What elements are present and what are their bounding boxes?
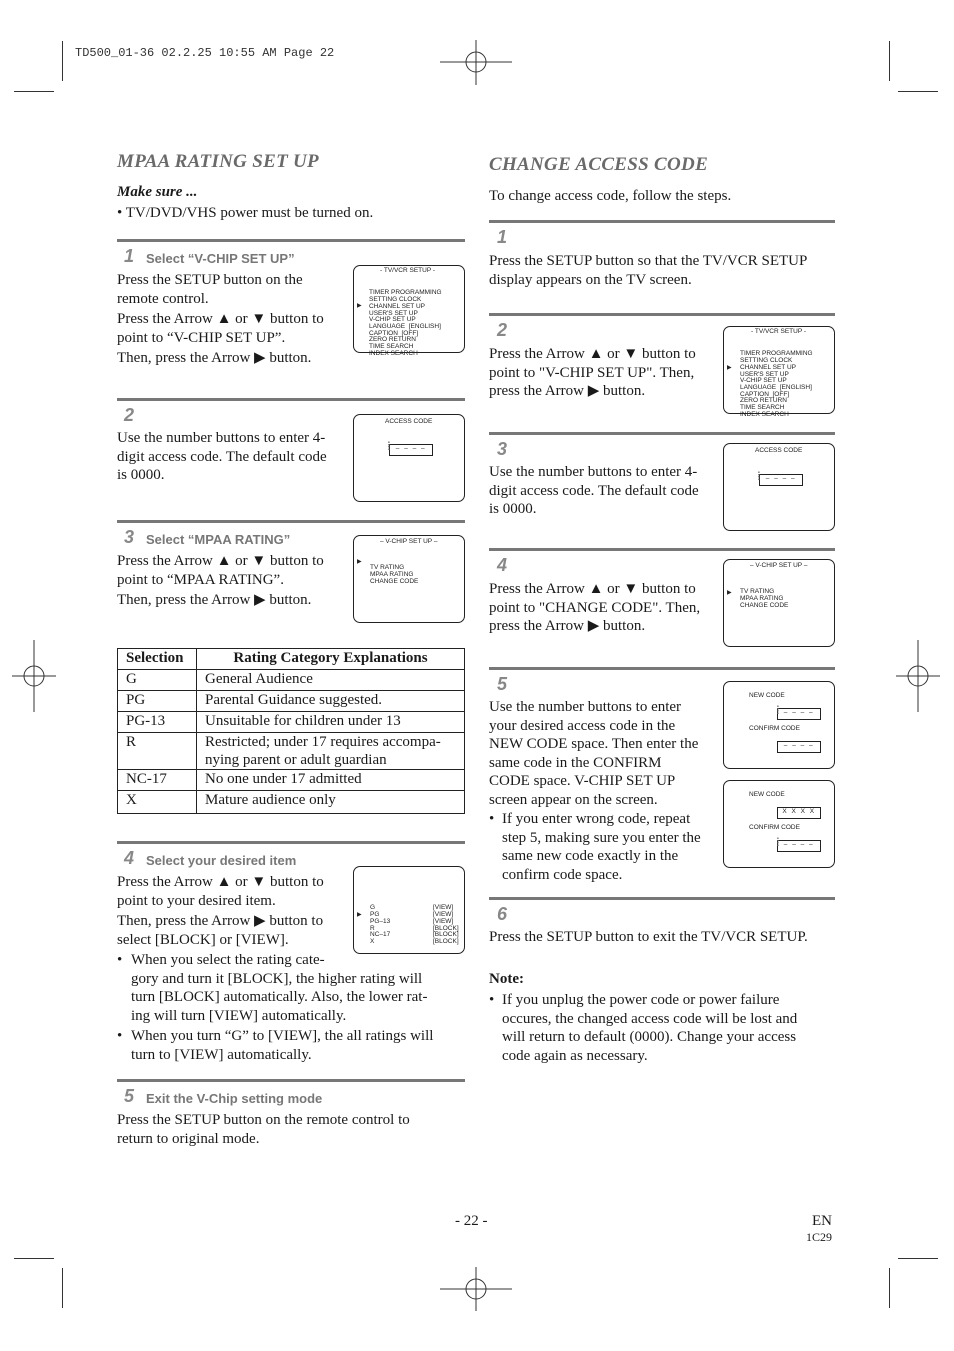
tv-screen-vchip-menu: – V-CHIP SET UP – TV RATING MPAA RATING CHANGE CODE ▶ — [353, 535, 465, 623]
language-code: EN — [812, 1213, 832, 1229]
table-row: PG-13 Unsuitable for children under 13 — [118, 712, 465, 733]
table-header-row: Selection Rating Category Explanations — [118, 649, 465, 670]
cursor-sparkle-icon: ⁞ — [776, 835, 780, 849]
mpaa-title: MPAA RATING SET UP — [117, 151, 319, 172]
make-sure-item: • TV/DVD/VHS power must be turned on. — [117, 205, 374, 221]
step-divider — [117, 1079, 465, 1082]
step-number: 1 — [124, 246, 135, 266]
table-row: R Restricted; under 17 requires accompa- nying parent or adult guardian — [118, 733, 465, 770]
document-code: 1C29 — [806, 1230, 833, 1244]
cursor-sparkle-icon: ⁞ — [387, 439, 391, 453]
tv-screen-rating-list: G PG PG–13 R NC–17 X [VIEW] [VIEW] [VIEW] [BLOCK] [BLOCK] [BLOCK] ▶ — [353, 866, 465, 954]
step-divider — [117, 239, 465, 242]
step-text: Press the SETUP button on the remote control. Press the Arrow ▲ or ▼ button to point to “V-CHIP SET UP”. Then, press the Arrow ▶ button. — [117, 272, 324, 366]
step-text: Press the SETUP button so that the TV/VCR SETUP display appears on the TV screen. — [489, 253, 808, 288]
table-row: NC-17 No one under 17 admitted — [118, 770, 465, 791]
tv-screen-setup-menu: - TV/VCR SETUP - TIMER PROGRAMMING SETTING CLOCK CHANNEL SET UP USER'S SET UP V-CHIP SET UP LANGUAGE [ENGLISH] CAPTION [OFF] ZERO RETURN TIME SEARCH INDEX SEARCH ▶ — [353, 265, 465, 353]
step-number: 5 — [124, 1086, 135, 1106]
step-number: 6 — [497, 904, 508, 924]
cursor-sparkle-icon: ⁞ — [776, 703, 780, 717]
note-title: Note: — [489, 971, 524, 987]
step-divider — [489, 897, 835, 900]
pointer-icon: ▶ — [357, 559, 362, 565]
step-number: 2 — [497, 320, 508, 340]
cursor-sparkle-icon: ⁞ — [757, 469, 761, 483]
step-text: Use the number buttons to enter your desired access code in the NEW CODE space. Then enter the same code in the CONFIRM CODE space. V-CHIP SET UP screen appear on the screen. — [489, 699, 699, 808]
tv-screen-new-code-filled: NEW CODE X X X X CONFIRM CODE – – – – ⁞ — [723, 780, 835, 868]
step-divider — [489, 220, 835, 223]
step-divider — [117, 520, 465, 523]
step-number: 5 — [497, 674, 508, 694]
change-code-title: CHANGE ACCESS CODE — [489, 154, 709, 175]
step-divider — [489, 313, 835, 316]
step-number: 4 — [497, 555, 508, 575]
table-row: PG Parental Guidance suggested. — [118, 691, 465, 712]
change-code-intro: To change access code, follow the steps. — [489, 188, 732, 204]
step-number: 4 — [124, 848, 135, 868]
step-number: 3 — [497, 439, 508, 459]
step-text: Press the Arrow ▲ or ▼ button to point to “MPAA RATING”. Then, press the Arrow ▶ button. — [117, 553, 324, 608]
note-body: • If you unplug the power code or power failure occures, the changed access code will be lost and will return to default (0000). Change your access code again as necessary. — [489, 992, 798, 1064]
step-divider — [117, 398, 465, 401]
step-text: Press the SETUP button on the remote control to return to original mode. — [117, 1112, 410, 1147]
table-row: X Mature audience only — [118, 791, 465, 814]
step-bullets: • When you select the rating cate- gory and turn it [BLOCK], the higher rating will turn [BLOCK] automatically. Also, the lower rat- ing will turn [VIEW] automatically. • When you turn “G” to [VIEW], the all ratings will turn to [VIEW] automatically. — [117, 952, 434, 1063]
step-number: 3 — [124, 527, 135, 547]
pointer-icon: ▶ — [357, 303, 362, 309]
make-sure-heading: Make sure ... — [117, 184, 198, 200]
step-label: Exit the V-Chip setting mode — [146, 1091, 323, 1106]
step-divider — [117, 841, 465, 844]
step-number: 2 — [124, 405, 135, 425]
page-number: - 22 - — [455, 1213, 488, 1229]
step-divider — [489, 548, 835, 551]
step-divider — [489, 432, 835, 435]
tv-screen-access-code: ACCESS CODE – – – – ⁞ — [353, 414, 465, 502]
pointer-icon: ▶ — [727, 590, 732, 596]
tv-screen-access-code: ACCESS CODE – – – – ⁞ — [723, 443, 835, 531]
step-label: Select your desired item — [146, 853, 297, 868]
print-slug: TD500_01-36 02.2.25 10:55 AM Page 22 — [75, 46, 335, 60]
step-text: Use the number buttons to enter 4- digit access code. The default code is 0000. — [117, 430, 327, 483]
tv-screen-setup-menu: - TV/VCR SETUP - TIMER PROGRAMMING SETTING CLOCK CHANNEL SET UP USER'S SET UP V-CHIP SET UP LANGUAGE [ENGLISH] CAPTION [OFF] ZERO RETURN TIME SEARCH INDEX SEARCH ▶ — [723, 326, 835, 414]
step-bullets: • If you enter wrong code, repeat step 5, making sure you enter the same new code exactly in the confirm code space. — [489, 811, 701, 883]
step-label: Select “MPAA RATING” — [146, 532, 291, 547]
step-divider — [489, 667, 835, 670]
pointer-icon: ▶ — [357, 912, 362, 918]
tv-screen-vchip-menu: – V-CHIP SET UP – TV RATING MPAA RATING CHANGE CODE ▶ — [723, 559, 835, 647]
step-text: Press the Arrow ▲ or ▼ button to point to "CHANGE CODE". Then, press the Arrow ▶ button. — [489, 581, 701, 634]
step-label: Select “V-CHIP SET UP” — [146, 251, 295, 266]
tv-screen-new-code-empty: NEW CODE – – – – ⁞ CONFIRM CODE – – – – — [723, 681, 835, 769]
step-text: Press the SETUP button to exit the TV/VCR SETUP. — [489, 929, 808, 945]
rating-table — [117, 648, 465, 814]
step-text: Press the Arrow ▲ or ▼ button to point to your desired item. Then, press the Arrow ▶ button to select [BLOCK] or [VIEW]. — [117, 874, 324, 948]
step-text: Use the number buttons to enter 4- digit access code. The default code is 0000. — [489, 464, 699, 517]
pointer-icon: ▶ — [727, 365, 732, 371]
table-row: G General Audience — [118, 670, 465, 691]
step-number: 1 — [497, 227, 508, 247]
step-text: Press the Arrow ▲ or ▼ button to point to "V-CHIP SET UP". Then, press the Arrow ▶ button. — [489, 346, 696, 399]
